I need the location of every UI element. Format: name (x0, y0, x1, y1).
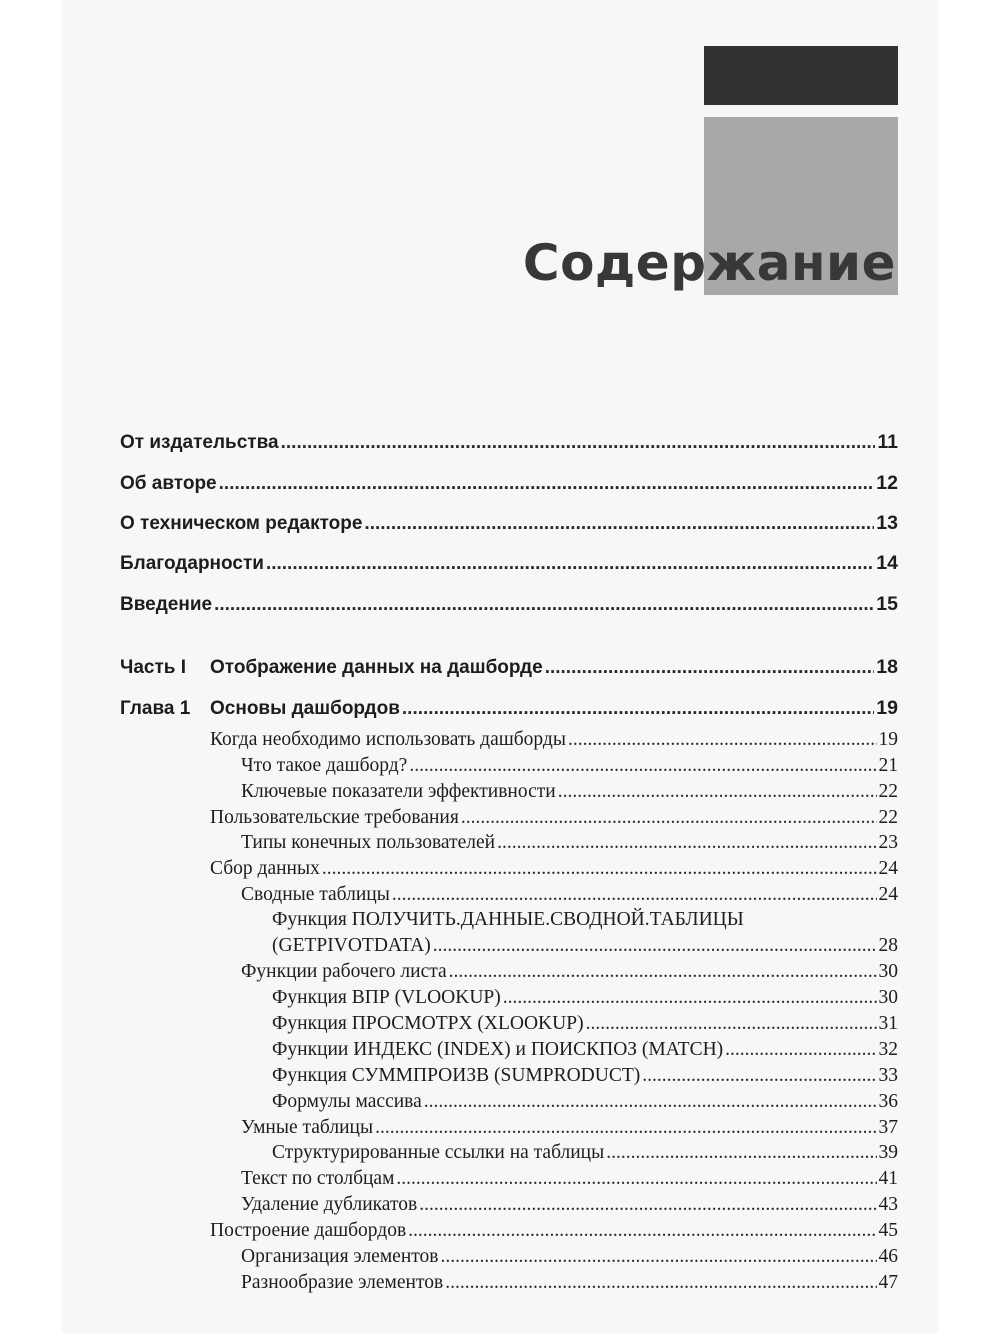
toc-subsection-entry[interactable] (241, 1117, 898, 1139)
part-number: Часть I (120, 657, 187, 678)
toc-entry-label: Функция СУММПРОИЗВ (SUMPRODUCT) (272, 1065, 641, 1086)
leader-dots (392, 884, 877, 906)
toc-entry-label: О техническом редакторе (120, 513, 363, 534)
toc-entry-page: 21 (878, 755, 898, 776)
toc-subsection-entry[interactable] (241, 961, 898, 983)
toc-entry-page: 39 (878, 1142, 898, 1163)
leader-dots (214, 594, 874, 616)
leader-dots (445, 1272, 876, 1294)
page-title: Содержание (522, 234, 896, 292)
leader-dots (402, 698, 874, 720)
toc-entry-label: Сводные таблицы (241, 884, 390, 905)
toc-subsection-entry[interactable] (241, 884, 898, 906)
toc-entry-page: 22 (878, 807, 898, 828)
toc-entry-page: 30 (878, 987, 898, 1008)
toc-entry-label: Благодарности (120, 553, 264, 574)
toc-entry-page: 22 (878, 781, 898, 802)
toc-entry-page: 32 (878, 1039, 898, 1060)
part-title: Отображение данных на дашборде (210, 657, 543, 678)
toc-section-entry[interactable] (210, 807, 898, 829)
leader-dots (281, 432, 876, 454)
toc-chapter-heading (120, 698, 400, 720)
toc-subsection-entry[interactable] (241, 832, 898, 854)
toc-subsubsection-entry[interactable] (272, 1065, 898, 1087)
leader-dots (219, 473, 875, 495)
leader-dots (322, 858, 877, 880)
toc-entry-page: 45 (878, 1220, 898, 1241)
toc-subsubsection-first-line[interactable] (272, 909, 898, 931)
toc-entry-label: Ключевые показатели эффективности (241, 781, 556, 802)
chapter-title: Основы дашбордов (210, 698, 400, 719)
toc-subsubsection-entry[interactable] (272, 1142, 898, 1164)
toc-entry-label: Что такое дашборд? (241, 755, 408, 776)
toc-subsection-entry[interactable] (241, 1168, 898, 1190)
leader-dots (409, 755, 876, 777)
leader-dots (725, 1039, 876, 1061)
toc-entry-label: Удаление дубликатов (241, 1194, 418, 1215)
toc-entry-page: 12 (876, 472, 898, 494)
leader-dots (497, 832, 876, 854)
toc-entry-label: Разнообразие элементов (241, 1272, 444, 1293)
toc-subsubsection-entry[interactable] (272, 987, 898, 1009)
toc-entry-label: Функция ВПР (VLOOKUP) (272, 987, 501, 1008)
toc-entry-page: 30 (878, 961, 898, 982)
toc-entry-label: Функция ПРОСМОТРX (XLOOKUP) (272, 1013, 584, 1034)
toc-entry-front[interactable] (120, 431, 898, 454)
toc-entry-page: 37 (878, 1117, 898, 1138)
toc-entry-page: 24 (878, 884, 898, 905)
toc-entry-label: Функции рабочего листа (241, 961, 447, 982)
toc-subsubsection-entry[interactable] (272, 1013, 898, 1035)
toc-entry-page: 11 (877, 431, 898, 453)
leader-dots (642, 1065, 876, 1087)
toc-entry-label: Об авторе (120, 473, 217, 494)
toc-entry-front[interactable] (120, 512, 898, 535)
toc-entry-page: 15 (876, 593, 898, 615)
toc-entry-label: Типы конечных пользователей (241, 832, 496, 853)
toc-entry-label: Организация элементов (241, 1246, 439, 1267)
toc-entry-label: Текст по столбцам (241, 1168, 395, 1189)
toc-entry-front[interactable] (120, 593, 898, 616)
book-page (62, 0, 938, 1333)
toc-entry-page: 43 (878, 1194, 898, 1215)
toc-section-entry[interactable] (210, 1220, 898, 1242)
toc-entry-label: Когда необходимо использовать дашборды (210, 729, 566, 750)
toc-entry-label: Формулы массива (272, 1091, 422, 1112)
leader-dots (461, 807, 877, 829)
toc-subsection-entry[interactable] (241, 755, 898, 777)
toc-subsubsection-entry[interactable] (272, 935, 898, 957)
leader-dots (266, 553, 874, 575)
toc-entry-page: 28 (878, 935, 898, 956)
toc-entry-page: 41 (878, 1168, 898, 1189)
leader-dots (545, 657, 875, 679)
leader-dots (503, 987, 877, 1009)
toc-subsection-entry[interactable] (241, 781, 898, 803)
toc-entry-page: 33 (878, 1065, 898, 1086)
leader-dots (606, 1142, 876, 1164)
toc-entry-page: 24 (878, 858, 898, 879)
toc-entry-page: 19 (878, 729, 898, 750)
leader-dots (419, 1194, 876, 1216)
toc-subsection-entry[interactable] (241, 1246, 898, 1268)
leader-dots (433, 935, 877, 957)
toc-entry-label: Умные таблицы (241, 1117, 374, 1138)
leader-dots (568, 729, 877, 751)
toc-entry-label: Пользовательские требования (210, 807, 459, 828)
leader-dots (449, 961, 877, 983)
toc-entry-page: 23 (878, 832, 898, 853)
toc-entry-page: 19 (876, 697, 898, 719)
leader-dots (586, 1013, 877, 1035)
leader-dots (396, 1168, 876, 1190)
toc-entry-front[interactable] (120, 552, 898, 575)
toc-entry-page: 13 (876, 512, 898, 534)
leader-dots (408, 1220, 876, 1242)
toc-subsection-entry[interactable] (241, 1272, 898, 1294)
toc-part-heading (120, 657, 543, 679)
chapter-number: Глава 1 (120, 698, 191, 719)
leader-dots (424, 1091, 877, 1113)
toc-section-entry[interactable] (210, 729, 898, 751)
leader-dots (558, 781, 877, 803)
toc-chapter-entry[interactable] (120, 697, 898, 720)
toc-entry-page: 18 (876, 656, 898, 678)
toc-section-entry[interactable] (210, 858, 898, 880)
toc-entry-page: 47 (878, 1272, 898, 1293)
toc-entry-page: 46 (878, 1246, 898, 1267)
toc-entry-label: Построение дашбордов (210, 1220, 407, 1241)
leader-dots (441, 1246, 877, 1268)
toc-entry-page: 36 (878, 1091, 898, 1112)
toc-entry-page: 14 (876, 552, 898, 574)
toc-entry-label: Функция ПОЛУЧИТЬ.ДАННЫЕ.СВОДНОЙ.ТАБЛИЦЫ (272, 909, 744, 930)
toc-entry-label: Сбор данных (210, 858, 320, 879)
leader-dots (375, 1117, 876, 1139)
toc-entry-page: 31 (878, 1013, 898, 1034)
leader-dots (364, 513, 874, 535)
toc-part-entry[interactable] (120, 656, 898, 679)
toc-entry-front[interactable] (120, 472, 898, 495)
toc-entry-label: От издательства (120, 432, 279, 453)
toc-subsubsection-entry[interactable] (272, 1039, 898, 1061)
toc-entry-label-continued: (GETPIVOTDATA) (272, 935, 431, 956)
toc-entry-label: Структурированные ссылки на таблицы (272, 1142, 605, 1163)
toc-entry-label: Функции ИНДЕКС (INDEX) и ПОИСКПОЗ (MATCH) (272, 1039, 724, 1060)
toc-entry-label: Введение (120, 594, 213, 615)
decorative-dark-block (704, 46, 898, 105)
toc-subsection-entry[interactable] (241, 1194, 898, 1216)
toc-subsubsection-entry[interactable] (272, 1091, 898, 1113)
